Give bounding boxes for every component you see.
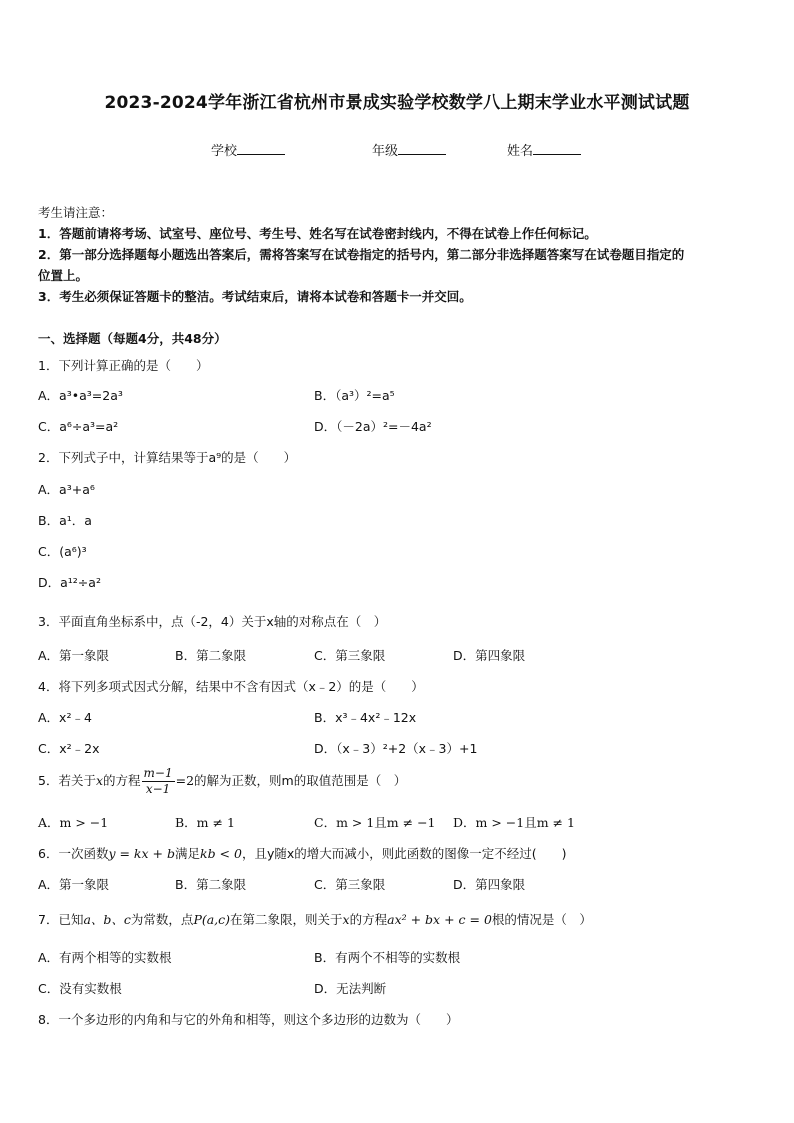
q3-option-a: A．第一象限 bbox=[38, 648, 110, 663]
q1-option-c: C．a⁶÷a³=a² bbox=[38, 419, 119, 434]
grade-blank bbox=[398, 142, 446, 155]
q5-stem-pre: 5．若关于 bbox=[38, 773, 96, 788]
q3-stem: 3．平面直角坐标系中，点（-2，4）关于x轴的对称点在（ ） bbox=[38, 614, 387, 629]
q5-option-c: C．m > 1且m ≠ −1 bbox=[314, 815, 436, 830]
q7-option-c: C．没有实数根 bbox=[38, 981, 122, 996]
name-blank bbox=[533, 142, 581, 155]
q1-option-b: B．（a³）²=a⁵ bbox=[314, 388, 395, 403]
section-heading: 一、选择题（每题4分，共48分） bbox=[38, 331, 227, 346]
q5-stem-mid: 的方程 bbox=[103, 773, 141, 788]
q5-fraction bbox=[142, 766, 175, 797]
q5-option-d: D．m > −1且m ≠ 1 bbox=[453, 815, 575, 830]
q7-stem-mid-2: 在第二象限，则关于 bbox=[230, 912, 343, 927]
name-label: 姓名 bbox=[507, 144, 534, 159]
q6-function: y = kx + b bbox=[108, 846, 175, 861]
notice-item-2-cont: 位置上。 bbox=[38, 268, 89, 283]
q4-option-d: D．（x﹣3）²+2（x﹣3）+1 bbox=[314, 741, 478, 756]
q6-option-c: C．第三象限 bbox=[314, 877, 386, 892]
q6-stem bbox=[38, 844, 567, 862]
q2-option-b: B．a¹．a bbox=[38, 513, 92, 528]
q5-option-b: B．m ≠ 1 bbox=[175, 815, 235, 830]
notice-heading: 考生请注意： bbox=[38, 205, 114, 220]
q4-option-a: A．x²﹣4 bbox=[38, 710, 92, 725]
q7-option-a: A．有两个相等的实数根 bbox=[38, 950, 172, 965]
q7-stem-mid-1: 为常数，点 bbox=[130, 912, 194, 927]
q8-stem: 8．一个多边形的内角和与它的外角和相等，则这个多边形的边数为（ ） bbox=[38, 1012, 459, 1027]
q7-stem-post: 根的情况是（ ） bbox=[491, 912, 592, 927]
q7-constants: a、b、c bbox=[83, 912, 131, 927]
q5-var-x: x bbox=[95, 773, 104, 788]
q7-stem bbox=[38, 910, 592, 928]
q6-stem-mid: 满足 bbox=[174, 846, 200, 861]
school-blank bbox=[237, 142, 285, 155]
q3-option-d: D．第四象限 bbox=[453, 648, 526, 663]
q7-var-x: x bbox=[342, 912, 350, 927]
notice-item-3: 3．考生必须保证答题卡的整洁。考试结束后，请将本试卷和答题卡一并交回。 bbox=[38, 289, 472, 304]
q4-option-b: B．x³﹣4x²﹣12x bbox=[314, 710, 417, 725]
q3-option-b: B．第二象限 bbox=[175, 648, 247, 663]
q3-option-c: C．第三象限 bbox=[314, 648, 386, 663]
q7-option-b: B．有两个不相等的实数根 bbox=[314, 950, 461, 965]
q6-stem-post: ，且y随x的增大而减小，则此函数的图像一定不经过( ) bbox=[241, 846, 567, 861]
q5-fraction-denominator: x−1 bbox=[145, 782, 171, 796]
school-label: 学校 bbox=[211, 144, 238, 159]
q4-option-c: C．x²﹣2x bbox=[38, 741, 100, 756]
q5-option-a: A．m > −1 bbox=[38, 815, 109, 830]
q4-stem: 4．将下列多项式因式分解，结果中不含有因式（x﹣2）的是（ ） bbox=[38, 679, 424, 694]
name-field bbox=[507, 140, 581, 159]
q5-stem-post: 的解为正数，则m的取值范围是（ ） bbox=[194, 773, 407, 788]
q7-option-d: D．无法判断 bbox=[314, 981, 387, 996]
q1-option-d: D．（－2a）²=－4a² bbox=[314, 419, 432, 434]
notice-item-2: 2．第一部分选择题每小题选出答案后，需将答案写在试卷指定的括号内，第二部分非选择题答案写在试卷题目指定的 bbox=[38, 247, 685, 262]
notice-item-1: 1．答题前请将考场、试室号、座位号、考生号、姓名写在试卷密封线内，不得在试卷上作任何标记。 bbox=[38, 226, 597, 241]
q7-stem-pre: 7．已知 bbox=[38, 912, 84, 927]
q1-option-a: A．a³•a³=2a³ bbox=[38, 388, 123, 403]
q7-equation: ax² + bx + c = 0 bbox=[387, 912, 492, 927]
q1-stem: 1．下列计算正确的是（ ） bbox=[38, 358, 209, 373]
q6-option-d: D．第四象限 bbox=[453, 877, 526, 892]
grade-label: 年级 bbox=[372, 144, 399, 159]
page-title: 2023-2024学年浙江省杭州市景成实验学校数学八上期末学业水平测试试题 bbox=[104, 93, 690, 113]
q2-option-d: D．a¹²÷a² bbox=[38, 575, 101, 590]
q5-stem bbox=[38, 766, 406, 797]
q6-stem-pre: 6．一次函数 bbox=[38, 846, 109, 861]
q2-stem: 2．下列式子中，计算结果等于a⁹的是（ ） bbox=[38, 450, 297, 465]
q5-fraction-numerator: m−1 bbox=[143, 766, 173, 780]
q7-point: P(a,c) bbox=[193, 912, 231, 927]
q6-option-b: B．第二象限 bbox=[175, 877, 247, 892]
q6-option-a: A．第一象限 bbox=[38, 877, 110, 892]
q2-option-a: A．a³+a⁶ bbox=[38, 482, 95, 497]
q6-condition: kb < 0 bbox=[200, 846, 242, 861]
school-field bbox=[211, 140, 285, 159]
grade-field bbox=[372, 140, 446, 159]
q7-stem-mid-3: 的方程 bbox=[349, 912, 388, 927]
q5-fraction-rhs: =2 bbox=[175, 773, 195, 788]
q2-option-c: C．(a⁶)³ bbox=[38, 544, 87, 559]
